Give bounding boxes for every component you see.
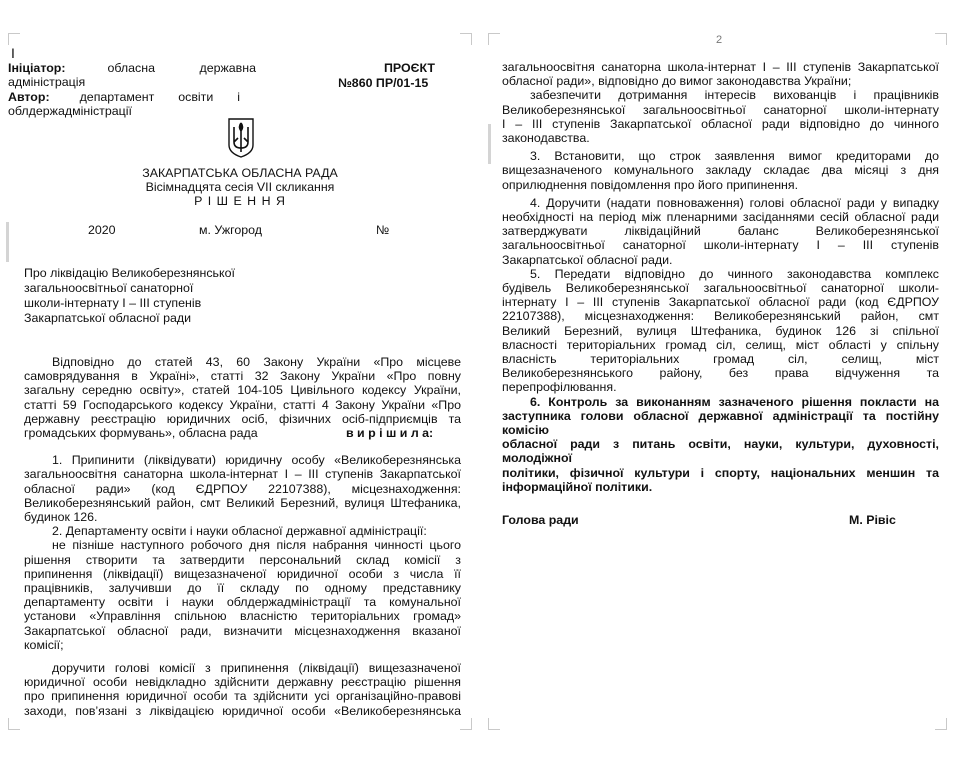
item-2-heading: 2. Департаменту освіти і науки обласної державної адміністрації: <box>52 524 427 539</box>
text-line: статті 59 Господарського кодексу України, статті 4 Закону України «Про <box>24 397 461 412</box>
item-6-paragraph <box>502 395 939 494</box>
text-line: 5. Передати відповідно до чинного законодавства комплекс <box>530 266 939 281</box>
text-line: не пізніше наступного робочого дня після набрання чинності цього <box>52 538 461 553</box>
item-3-paragraph <box>502 149 939 192</box>
subject-line: Закарпатської обласної ради <box>24 311 192 325</box>
preamble-last-line: громадських формувань», обласна рада <box>24 426 258 441</box>
text-line: загальну середню освіту», статей 104-105 Цивільного кодексу України, <box>24 383 461 398</box>
text-line: заходи, пов’язані з ліквідацією юридичної особи «Великоберезнянська <box>24 703 461 718</box>
text-line: перепрофілювання. <box>502 380 617 395</box>
text-line: загальноосвітня санаторна школа-інтернат I – III ступенів Закарпатської <box>502 60 939 74</box>
crop-mark <box>488 33 500 34</box>
text-line: обласної ради» (код ЄДРПОУ 22107388), місцезнаходження: <box>24 481 461 496</box>
initiator-value-line1: обласна державна <box>107 61 256 75</box>
text-line: комісії; <box>24 637 64 652</box>
text-line: Великоберезнянський район, смт Великий Березний, вулиця Штефаника, <box>24 495 461 510</box>
item-1-paragraph <box>24 453 461 524</box>
crop-mark <box>471 33 472 45</box>
item-2-sub3-paragraph <box>502 88 939 145</box>
session-title: Вісімнадцята сесія VII скликання <box>145 180 335 194</box>
text-line: оприлюднення повідомлення про його припинення. <box>502 177 799 192</box>
author-block <box>8 90 240 118</box>
text-line: загальноосвітньої санаторної школи-інтернату I – III ступенів <box>502 238 939 253</box>
text-line: 3. Встановити, що строк заявлення вимог кредиторами до <box>530 149 939 164</box>
crop-mark <box>946 33 947 45</box>
text-line: працівників, залучивши до її складу по одному представнику <box>24 581 461 596</box>
margin-mark <box>6 222 9 262</box>
text-line: політики, фізичної культури і спорту, національних меншин та <box>502 465 939 480</box>
resolved-word: в и р і ш и л а: <box>346 426 434 441</box>
project-number: №860 ПР/01-15 <box>338 76 429 90</box>
decision-subject <box>24 266 235 326</box>
text-line: затверджувати ліквідаційний баланс Великоберезнянської <box>502 224 939 239</box>
text-line: про припинення юридичної особи та здійснити усі організаційно-правові <box>24 689 461 704</box>
text-line: рішення створити та затвердити персональний склад комісії з <box>24 552 461 567</box>
document-type: Р І Ш Е Н Н Я <box>194 194 286 208</box>
signature-name: М. Рівіс <box>849 513 896 527</box>
initiator-value-line2: адміністрація <box>8 75 86 90</box>
crop-mark <box>935 729 947 730</box>
subject-line: школи-інтернату I – III ступенів <box>24 296 202 310</box>
crop-mark <box>488 33 489 45</box>
text-line: інтернату I – III ступенів Закарпатської обласної ради (код ЄДРПОУ <box>502 295 939 310</box>
document-page-2 <box>480 0 960 767</box>
item-2-sub1-paragraph <box>24 538 461 652</box>
decision-date: 2020 <box>88 223 116 237</box>
item-2-sub2-paragraph <box>24 661 461 718</box>
author-value-line1: департамент освіти і <box>79 90 240 104</box>
text-line: 22107388), місцезнаходження: Великоберезнянський район, смт <box>502 309 939 324</box>
initiator-block <box>8 61 256 89</box>
text-line: власності територіальних громад сіл, селищ, міст області у спільну <box>502 337 939 352</box>
page-number: 2 <box>716 34 723 46</box>
preamble-paragraph <box>24 355 461 440</box>
text-line: заступника голови обласної державної адміністрації та постійну комісію <box>502 408 939 438</box>
text-line: припинення (ліквідації) вищезазначеної юридичної особи з числа її <box>24 566 461 581</box>
text-line: Великоберезнянського району, без права відчуження та <box>502 366 939 381</box>
text-line: необхідності на період між пленарними засіданнями сесій обласної ради <box>502 210 939 225</box>
crop-mark <box>488 729 500 730</box>
crop-mark <box>460 729 472 730</box>
text-line: законодавства. <box>502 131 590 146</box>
item-4-paragraph <box>502 196 939 267</box>
text-line: Великоберезнянської загальноосвітньої санаторної школи-інтернату <box>502 102 939 117</box>
crop-mark <box>8 729 20 730</box>
crop-mark <box>8 33 9 45</box>
text-line: інформаційної політики. <box>502 479 653 494</box>
subject-line: загальноосвітньої санаторної <box>24 281 194 295</box>
text-line: самоврядування в Україні», статті 32 Закону України «Про повну <box>24 369 461 384</box>
text-line: Відповідно до статей 43, 60 Закону України «Про місцеве <box>52 355 461 369</box>
text-line: Великий Березний, вулиця Штефаника, будинок 126 зі спільної <box>502 323 939 338</box>
text-line: забезпечити дотримання інтересів вихованців і працівників <box>530 88 939 103</box>
margin-mark <box>488 124 491 164</box>
council-name: ЗАКАРПАТСЬКА ОБЛАСНА РАДА <box>142 166 338 180</box>
text-line <box>24 426 461 440</box>
author-label: Автор: <box>8 90 50 104</box>
project-label: ПРОЄКТ <box>384 61 435 75</box>
text-line: установи «Управління спільною власністю територіальних громад» <box>24 609 461 624</box>
item-5-paragraph <box>502 267 939 395</box>
text-line: вищезазначеного комунального закладу складає два місяці з дня <box>502 163 939 178</box>
text-line: Закарпатської обласної ради. <box>502 252 673 267</box>
text-line: департаменту освіти і науки облдержадміністрації та комунальної <box>24 595 461 610</box>
text-line: 4. Доручити (надати повноваження) голові обласної ради у випадку <box>530 195 939 210</box>
text-line: будинок 126. <box>24 510 98 525</box>
initiator-label: Ініціатор: <box>8 61 66 75</box>
decision-number-sign: № <box>376 223 390 237</box>
decision-city: м. Ужгород <box>199 223 263 237</box>
text-line: Закарпатської обласної ради, визначити місцезнаходження вказаної <box>24 623 461 638</box>
author-value-line2: облдержадміністрації <box>8 104 132 119</box>
text-line: загальноосвітня санаторна школа-інтернат I – III ступенів Закарпатської <box>24 467 461 482</box>
text-line: обласної ради», відповідно до вимог законодавства України; <box>502 74 852 89</box>
text-line: 1. Припинити (ліквідувати) юридичну особу «Великоберезнянська <box>52 453 461 468</box>
trident-coat-of-arms-icon <box>228 118 254 161</box>
text-line: власність територіальних громад сіл, селищ, міст <box>502 352 939 367</box>
text-line: державну реєстрацію юридичних осіб, фізичних осіб-підприємців та <box>24 411 461 426</box>
text-line: будівель Великоберезнянської загальноосвітньої санаторної школи- <box>502 281 939 296</box>
crop-mark <box>8 33 20 34</box>
continuation-paragraph <box>502 60 939 88</box>
text-line: обласної ради з питань освіти, науки, культури, духовності, молодіжної <box>502 437 939 466</box>
signature-title: Голова ради <box>502 513 579 527</box>
text-line: I – III ступенів Закарпатської обласної ради відповідно до чинного <box>502 116 939 131</box>
corner-mark-text: I <box>11 45 15 61</box>
text-line: юридичної особи невідкладно здійснити державну реєстрацію рішення <box>24 675 461 690</box>
subject-line: Про ліквідацію Великоберезнянської <box>24 266 235 280</box>
text-line: 6. Контроль за виконанням зазначеного рішення покласти на <box>530 394 939 409</box>
right-body-text <box>502 60 939 494</box>
text-line: доручити голові комісії з припинення (ліквідації) вищезазначеної <box>52 661 461 676</box>
left-body-text <box>24 355 461 718</box>
